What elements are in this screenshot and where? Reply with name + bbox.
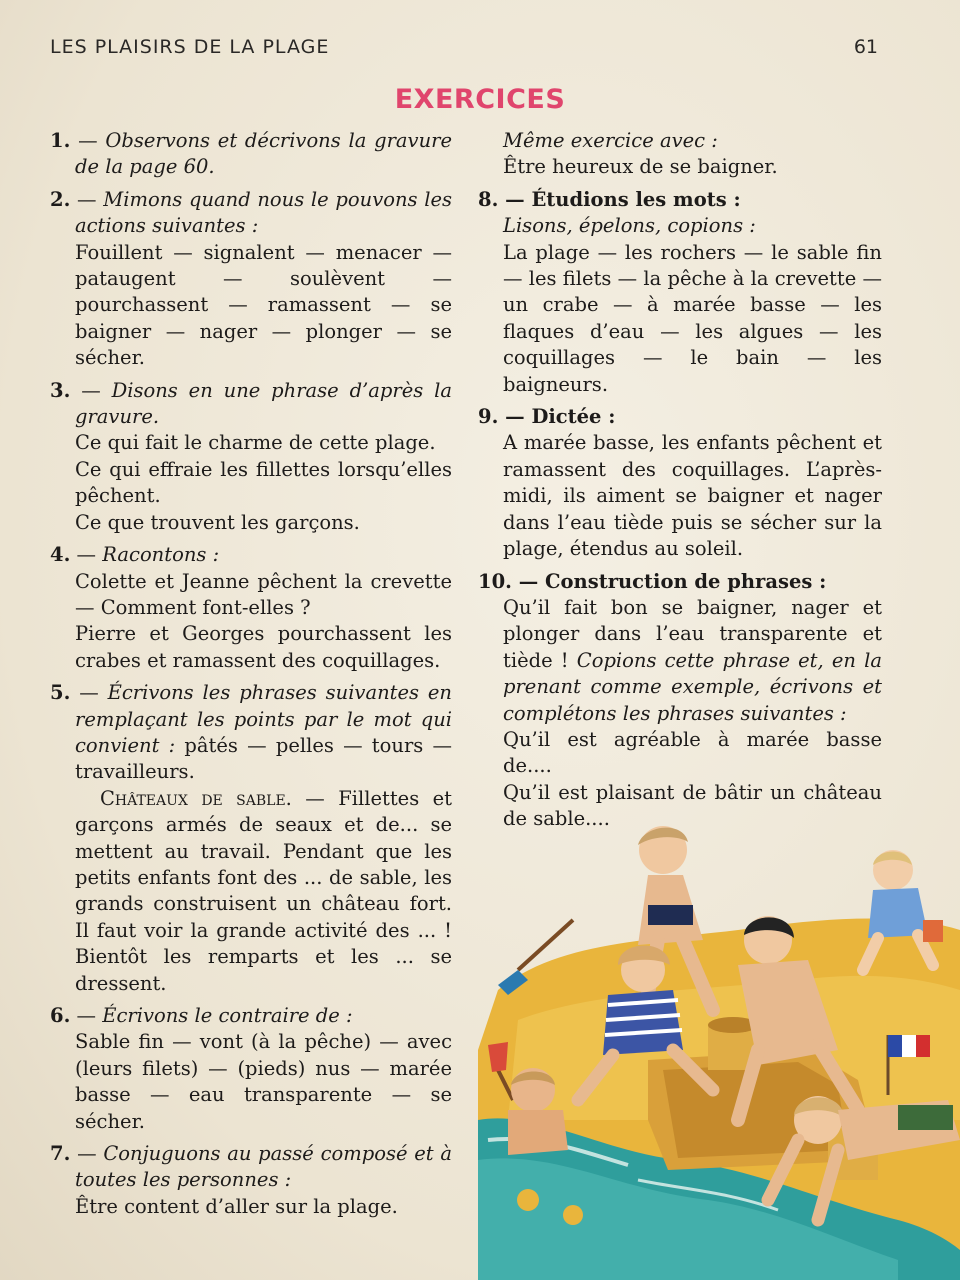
exercise-number: 1.	[50, 129, 71, 152]
exercise-text: Être content d’aller sur la plage.	[75, 1194, 398, 1218]
running-head: LES PLAISIRS DE LA PLAGE	[50, 36, 330, 58]
exercise-text: Fouillent — signalent — menacer — pataugent — soulèvent — pourchassent — ramassent — se baigner — nager — plonger — se sécher.	[75, 240, 452, 370]
dash: —	[70, 1142, 104, 1166]
exercise-10	[478, 569, 882, 833]
paragraph-heading: Châteaux de sable.	[100, 786, 292, 810]
dictation-text: A marée basse, les enfants pêchent et ramassent des coquillages. L’après-midi, ils aiment se baigner et nager dans l’eau tiède puis se sécher sur la plage, étendus au soleil.	[503, 431, 882, 561]
exercise-3	[50, 378, 452, 536]
exercise-number: 8.	[478, 187, 499, 211]
exercise-1	[50, 128, 452, 181]
exercise-4	[50, 542, 452, 674]
right-column	[478, 128, 882, 839]
exercise-line: Qu’il est plaisant de bâtir un château de sable....	[503, 780, 882, 831]
exercise-line: Qu’il est agréable à marée basse de....	[503, 727, 882, 778]
exercise-5	[50, 680, 452, 997]
exercise-instruction: Mimons quand nous le pouvons les actions suivantes :	[75, 187, 452, 238]
dash: —	[70, 1004, 103, 1027]
exercise-paragraph	[50, 786, 452, 997]
exercise-number: 3.	[50, 378, 71, 402]
exercise-label: Construction de phrases :	[545, 569, 827, 593]
exercise-instruction: Disons en une phrase d’après la gravure.	[75, 378, 452, 429]
exercise-6	[50, 1003, 452, 1135]
exercise-line: Ce qui fait le charme de cette plage.	[75, 431, 436, 455]
exercise-text: Pierre et Georges pourchassent les crabes et ramassent des coquillages.	[75, 622, 452, 672]
exercise-text: Sable fin — vont (à la pêche) — avec (leurs filets) — (pieds) nus — marée basse — eau transparente — se sécher.	[75, 1030, 452, 1133]
exercise-line: Ce que trouvent les garçons.	[75, 510, 360, 534]
exercise-instruction: Conjuguons au passé composé et à toutes les personnes :	[75, 1142, 452, 1192]
exercise-line: Ce qui effraie les fillettes lorsqu’elles pêchent.	[75, 457, 452, 508]
dash: —	[511, 569, 546, 593]
exercise-8	[478, 187, 882, 398]
exercise-number: 7.	[50, 1142, 71, 1166]
exercise-text	[478, 595, 882, 727]
exercise-text: Être heureux de se baigner.	[503, 155, 778, 179]
exercise-number: 10.	[478, 569, 512, 593]
exercise-9	[478, 404, 882, 562]
exercise-instruction: Écrivons le contraire de :	[102, 1004, 353, 1027]
exercise-label: Dictée :	[531, 405, 616, 429]
dash: —	[70, 129, 106, 152]
exercise-instruction: Lisons, épelons, copions :	[503, 214, 756, 238]
dash: —	[70, 543, 103, 567]
paragraph-text: — Fillettes et garçons armés de seaux et de... se mettent au travail. Pendant que les petits enfants font des ... de sable, les grands construisent un château fort. Il faut voir la grande activité des ... ! Bientôt les remparts et les ... se dressent.	[75, 786, 452, 995]
exercise-instruction: Racontons :	[102, 543, 220, 567]
word-list: pâtés — pelles — tours — travailleurs.	[75, 733, 452, 784]
exercise-number: 5.	[50, 681, 71, 705]
exercise-instruction: Copions cette phrase et, en la prenant comme exemple, écrivons et complétons les phrases suivantes :	[503, 648, 882, 725]
dash: —	[70, 681, 108, 705]
exercise-instruction: Écrivons les phrases suivantes en remplaçant les points par le mot qui convient :	[75, 681, 452, 757]
dash: —	[70, 378, 112, 402]
exercise-label: Étudions les mots :	[531, 187, 741, 211]
exercise-text: Colette et Jeanne pêchent la crevette — Comment font-elles ?	[75, 569, 452, 619]
exercise-number: 6.	[50, 1004, 71, 1027]
left-column	[50, 128, 452, 1226]
dash: —	[70, 187, 104, 211]
dash: —	[498, 405, 532, 429]
dash: —	[498, 187, 532, 211]
exercise-text: La plage — les rochers — le sable fin — les filets — la pêche à la crevette — un crabe — à marée basse — les flaques d’eau — les algues — les coquillages — le bain — les baigneurs.	[503, 240, 882, 396]
sandcastle-illustration	[478, 820, 960, 1280]
model-sentence: Qu’il fait bon se baigner, nager et plonger dans l’eau transparente et tiède !	[503, 595, 882, 672]
exercise-7	[50, 1141, 452, 1220]
exercise-2	[50, 187, 452, 372]
exercise-number: 9.	[478, 405, 499, 429]
exercise-number: 4.	[50, 543, 71, 567]
section-title: EXERCICES	[394, 84, 566, 115]
exercise-instruction: Même exercice avec :	[503, 129, 718, 152]
page-number: 61	[853, 36, 878, 58]
exercise-7-continued	[478, 128, 882, 181]
exercise-instruction: Observons et décrivons la gravure de la page 60.	[75, 129, 452, 179]
exercise-number: 2.	[50, 187, 71, 211]
